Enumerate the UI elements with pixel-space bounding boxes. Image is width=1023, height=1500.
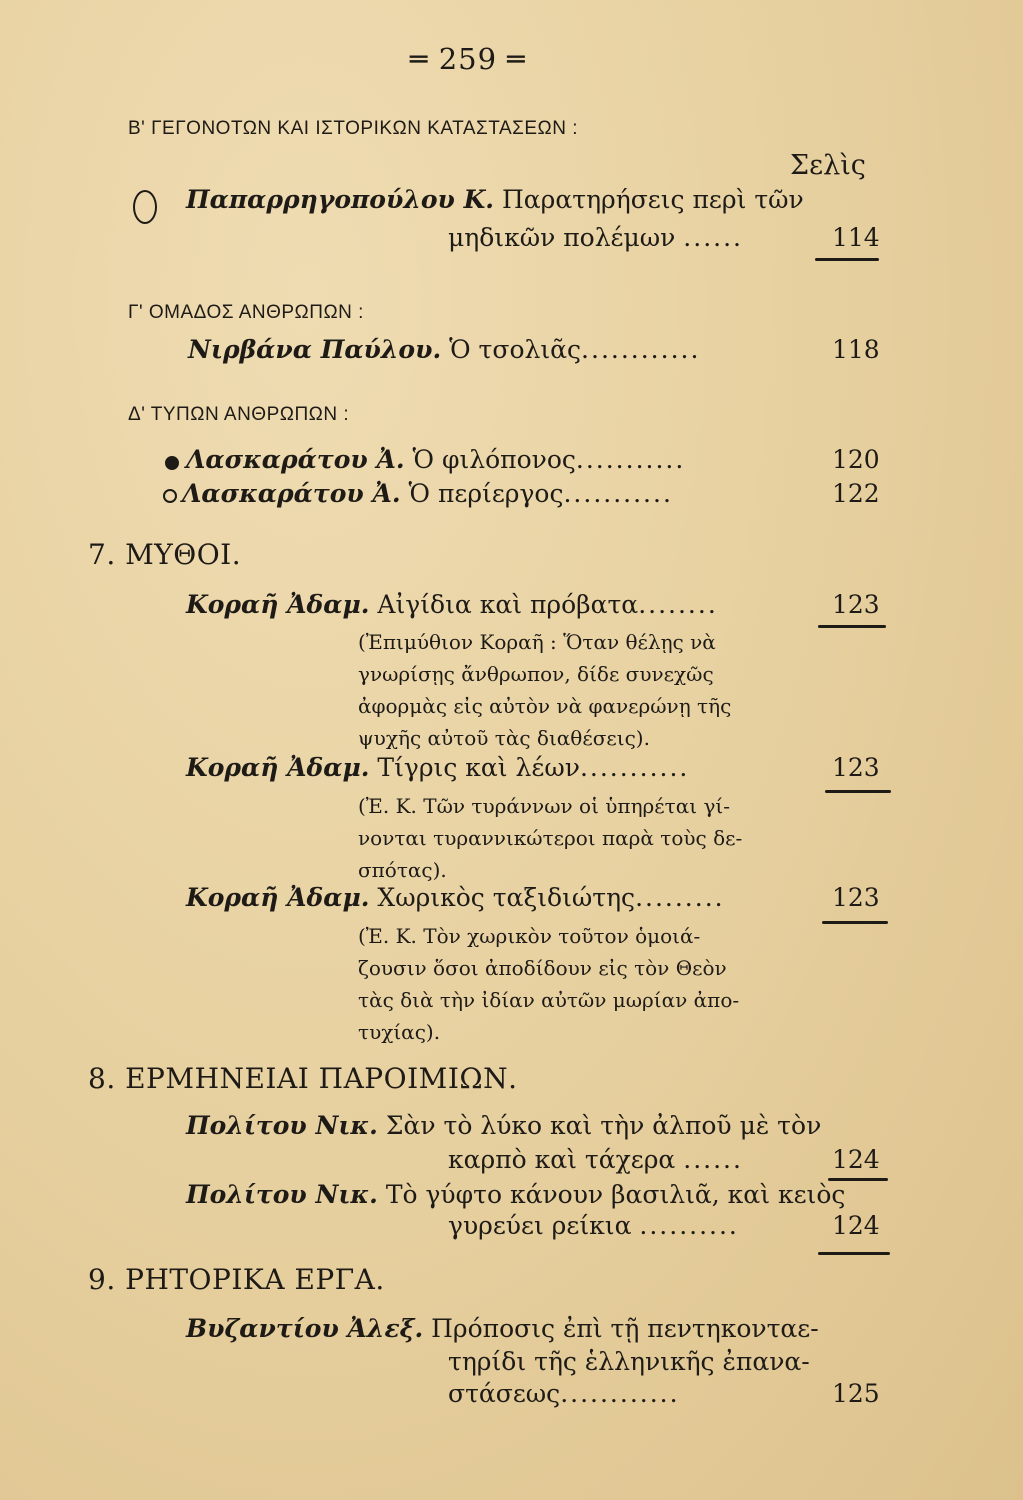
entry-title: Τὸ γύφτο κάνουν βασιλιᾶ, καὶ κειὸς (385, 1180, 846, 1209)
note-line: (Ἐ. Κ. Τῶν τυράννων οἱ ὑπηρέται γί- (358, 794, 730, 818)
entry-line (186, 883, 725, 912)
entry-line (188, 335, 700, 364)
entry-title-cont: γυρεύει ρείκια (448, 1211, 632, 1240)
note-line: ἀφορμὰς εἰς αὐτὸν νὰ φανερώνῃ τῆς (358, 694, 732, 718)
circle-mark (163, 489, 177, 503)
page-number-line: ═ 259 ═ (410, 42, 526, 76)
note-line: (Ἐπιμύθιον Κοραῆ : Ὅταν θέλῃς νὰ (358, 630, 716, 654)
category-heading-d: Δ' ΤΥΠΩΝ ΑΝΘΡΩΠΩΝ : (128, 404, 350, 425)
leader-dots: ......... (635, 883, 725, 912)
section-heading-rhetoric: 9. ΡΗΤΟΡΙΚΑ ΕΡΓΑ. (88, 1263, 385, 1296)
entry-line (448, 1211, 739, 1240)
entry-author: Βυζαντίου Ἀλεξ. (186, 1314, 424, 1343)
entry-page: 123 (832, 883, 880, 912)
entry-title: Χωρικὸς ταξιδιώτης (377, 883, 636, 912)
section-heading-proverbs: 8. ΕΡΜΗΝΕΙΑΙ ΠΑΡΟΙΜΙΩΝ. (88, 1062, 518, 1095)
entry-title-cont: μηδικῶν πολέμων (448, 223, 676, 252)
leader-dots: ...... (683, 223, 743, 252)
entry-page: 118 (832, 335, 880, 364)
note-line: τυχίας). (358, 1020, 441, 1044)
entry-author: Κοραῆ Ἀδαμ. (186, 753, 370, 782)
entry-author: Κοραῆ Ἀδαμ. (186, 883, 370, 912)
page-number: 259 (438, 42, 498, 76)
entry-page: 114 (832, 223, 880, 252)
entry-title-cont: στάσεως (448, 1379, 561, 1408)
entry-line (182, 479, 673, 508)
entry-line (448, 1145, 743, 1174)
category-heading-b: Β' ΓΕΓΟΝΟΤΩΝ ΚΑΙ ΙΣΤΟΡΙΚΩΝ ΚΑΤΑΣΤΑΣΕΩΝ : (128, 118, 579, 139)
entry-title: Ὁ τσολιᾶς (449, 335, 582, 364)
leader-dots: ............ (581, 335, 701, 364)
entry-line (448, 1379, 680, 1408)
entry-page: 122 (832, 479, 880, 508)
entry-author: Πολίτου Νικ. (186, 1111, 378, 1140)
entry-title: Ὁ περίεργος (408, 479, 564, 508)
entry-page: 125 (832, 1379, 880, 1408)
entry-author: Νιρβάνα Παύλου. (188, 335, 442, 364)
entry-title-cont: καρπὸ καὶ τάχερα (448, 1145, 676, 1174)
note-line: τὰς διὰ τὴν ἰδίαν αὐτῶν μωρίαν ἀπο- (358, 988, 740, 1012)
note-line: ψυχῆς αὐτοῦ τὰς διαθέσεις). (358, 726, 650, 750)
leader-dots: ........ (638, 590, 718, 619)
entry-line (448, 1347, 810, 1376)
note-line: (Ἐ. Κ. Τὸν χωρικὸν τοῦτον ὁμοιά- (358, 924, 701, 948)
entry-note (358, 790, 742, 886)
entry-author: Πολίτου Νικ. (186, 1180, 378, 1209)
entry-title: Σὰν τὸ λύκο καὶ τὴν ἀλποῦ μὲ τὸν (385, 1111, 822, 1140)
entry-title: Ὁ φιλόπονος (412, 445, 576, 474)
entry-line (186, 753, 689, 782)
category-heading-g: Γ' ΟΜΑΔΟΣ ΑΝΘΡΩΠΩΝ : (128, 302, 364, 323)
note-line: γνωρίσῃς ἄνθρωπον, δίδε συνεχῶς (358, 662, 714, 686)
entry-author: Λασκαράτου Ἀ. (182, 479, 401, 508)
entry-author: Παπαρρηγοπούλου Κ. (186, 185, 495, 214)
entry-page: 124 (832, 1145, 880, 1174)
entry-title-cont: τηρίδι τῆς ἑλληνικῆς ἐπανα- (448, 1347, 810, 1376)
bullet-mark (165, 456, 179, 470)
section-heading-myths: 7. ΜΥΘΟΙ. (88, 538, 242, 571)
entry-page: 123 (832, 590, 880, 619)
underline-mark (818, 1252, 890, 1255)
circle-mark (133, 190, 157, 224)
note-line: νονται τυραννικώτεροι παρὰ τοὺς δε- (358, 826, 743, 850)
entry-note (358, 920, 739, 1048)
entry-title: Τίγρις καὶ λέων (377, 753, 580, 782)
entry-page: 120 (832, 445, 880, 474)
underline-mark (825, 790, 891, 793)
entry-title: Πρόποσις ἐπὶ τῇ πεντηκονταε- (431, 1314, 819, 1343)
leader-dots: ........... (575, 445, 686, 474)
leader-dots: .......... (639, 1211, 739, 1240)
note-line: ζουσιν ὅσοι ἀποδίδουν εἰς τὸν Θεὸν (358, 956, 727, 980)
entry-page: 124 (832, 1211, 880, 1240)
entry-line (186, 185, 804, 214)
entry-title: Αἰγίδια καὶ πρόβατα (377, 590, 639, 619)
entry-line (448, 223, 743, 252)
note-line: σπότας). (358, 858, 447, 882)
entry-author: Λασκαράτου Ἀ. (186, 445, 405, 474)
entry-line (186, 1111, 821, 1140)
underline-mark (822, 921, 888, 924)
underline-mark (815, 258, 879, 261)
entry-note (358, 626, 731, 754)
leader-dots: ........... (579, 753, 690, 782)
underline-mark (818, 625, 886, 628)
entry-line (186, 590, 718, 619)
entry-author: Κοραῆ Ἀδαμ. (186, 590, 370, 619)
entry-page: 123 (832, 753, 880, 782)
entry-line (186, 1180, 845, 1209)
entry-line (186, 1314, 819, 1343)
entry-title: Παρατηρήσεις περὶ τῶν (501, 185, 804, 214)
entry-line (186, 445, 685, 474)
selis-label: Σελὶς (790, 150, 866, 181)
leader-dots: ........... (563, 479, 673, 508)
leader-dots: ...... (683, 1145, 743, 1174)
leader-dots: ............ (560, 1379, 680, 1408)
